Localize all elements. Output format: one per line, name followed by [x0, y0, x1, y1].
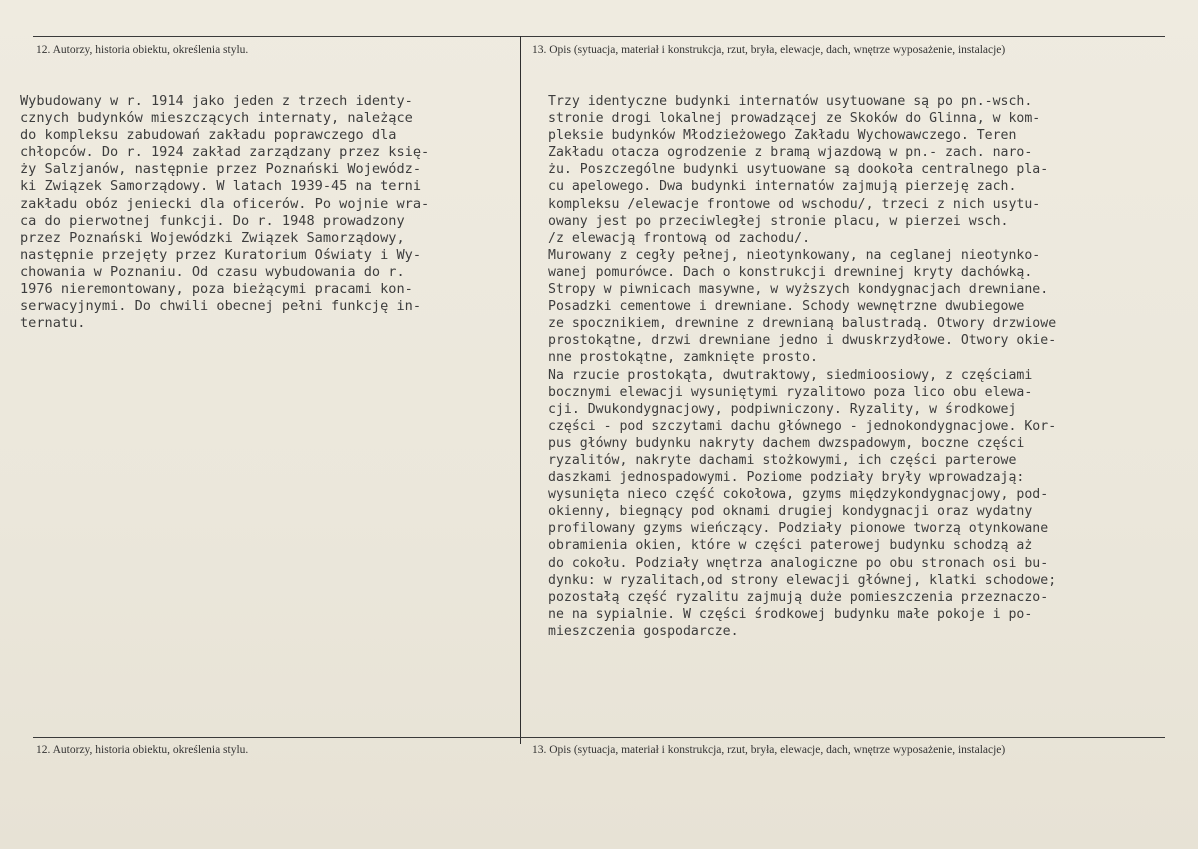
text-line: ze spocznikiem, drewnine z drewnianą balustradą. Otwory drzwiowe [548, 316, 1057, 332]
text-line: Na rzucie prostokąta, dwutraktowy, siedmioosiowy, z częściami [548, 367, 1033, 383]
text-line: owany jest po przeciwległej stronie placu, w pierzei wsch. [548, 213, 1009, 229]
text-line: Wybudowany w r. 1914 jako jeden z trzech identy- [20, 93, 413, 109]
text-line: ki Związek Samorządowy. W latach 1939-45 na terni [20, 178, 422, 195]
column-divider [520, 36, 521, 744]
text-line: ca do pierwotnej funkcji. Do r. 1948 prowadzony [20, 212, 405, 229]
text-line: ternatu. [20, 315, 86, 332]
text-line: cznych budynków mieszczących internaty, należące [20, 110, 413, 127]
text-line: stronie drogi lokalnej prowadzącej ze Skoków do Glinna, w kom- [548, 111, 1041, 127]
section-13-footer: 13. Opis (sytuacja, materiał i konstrukcja, rzut, bryła, elewacje, dach, wnętrze wyposażenie, instalacje) [532, 744, 1006, 756]
text-line: profilowany gzyms wieńczący. Podziały pionowe tworzą otynkowane [548, 521, 1049, 537]
text-line: Murowany z cegły pełnej, nieotynkowany, na ceglanej nieotynko- [548, 247, 1041, 263]
text-line: do cokołu. Podziały wnętrza analogiczne po obu stronach osi bu- [548, 555, 1049, 571]
text-line: ży Salzjanów, następnie przez Poznański Wojewódz- [20, 161, 422, 178]
text-line: dynku: w ryzalitach,od strony elewacji głównej, klatki schodowe; [548, 572, 1057, 588]
text-line: daszkami jednospadowymi. Poziome podziały bryły wprowadzają: [548, 470, 1025, 486]
text-line: żu. Poszczególne budynki usytuowane są dookoła centralnego pla- [548, 162, 1049, 178]
text-line: do kompleksu zabudowań zakładu poprawczego dla [20, 127, 397, 144]
text-line: pleksie budynków Młodzieżowego Zakładu Wychowawczego. Teren [548, 128, 1017, 144]
text-line: /z elewacją frontową od zachodu/. [548, 230, 811, 246]
top-rule [33, 36, 1165, 37]
text-line: mieszczenia gospodarcze. [548, 623, 739, 639]
text-line: wysunięta nieco część cokołowa, gzyms międzykondygnacjowy, pod- [548, 487, 1049, 503]
text-line: prostokątne, drzwi drewniane jedno i dwuskrzydłowe. Otwory okie- [548, 333, 1057, 349]
text-line: cji. Dwukondygnacjowy, podpiwniczony. Ryzality, w środkowej [548, 401, 1017, 417]
bottom-rule [33, 737, 1165, 738]
text-line: pozostałą część ryzalitu zajmują duże pomieszczenia przeznaczo- [548, 589, 1049, 605]
text-line: zakładu obóz jeniecki dla oficerów. Po wojnie wra- [20, 195, 430, 212]
text-line: obramienia okien, które w części paterowej budynku schodzą aż [548, 538, 1033, 554]
text-line: chłopców. Do r. 1924 zakład zarządzany przez księ- [20, 144, 430, 161]
description-text [548, 93, 1193, 640]
history-text [20, 93, 520, 332]
text-line: Zakładu otacza ogrodzenie z bramą wjazdową w pn.- zach. naro- [548, 145, 1033, 161]
section-13-header: 13. Opis (sytuacja, materiał i konstrukcja, rzut, bryła, elewacje, dach, wnętrze wyposażenie, instalacje) [532, 44, 1006, 56]
text-line: ne na sypialnie. W części środkowej budynku małe pokoje i po- [548, 606, 1033, 622]
text-line: chowania w Poznaniu. Od czasu wybudowania do r. [20, 263, 405, 280]
text-line: 1976 nieremontowany, poza bieżącymi pracami kon- [20, 281, 413, 298]
text-line: części - pod szczytami dachu głównego - jednokondygnacjowe. Kor- [548, 418, 1057, 434]
section-12-header: 12. Autorzy, historia obiektu, określenia stylu. [36, 44, 249, 56]
text-line: wanej pomurówce. Dach o konstrukcji drewninej kryty dachówką. [548, 264, 1033, 280]
text-line: bocznymi elewacji wysuniętymi ryzalitowo poza lico obu elewa- [548, 384, 1033, 400]
text-line: Stropy w piwnicach masywne, w wyższych kondygnacjach drewniane. [548, 282, 1049, 298]
section-12-footer: 12. Autorzy, historia obiektu, określenia stylu. [36, 744, 249, 756]
text-line: następnie przejęty przez Kuratorium Oświaty i Wy- [20, 246, 422, 263]
text-line: pus główny budynku nakryty dachem dwzspadowym, boczne części [548, 435, 1025, 451]
text-line: serwacyjnymi. Do chwili obecnej pełni funkcję in- [20, 298, 422, 315]
text-line: kompleksu /elewacje frontowe od wschodu/, trzeci z nich usytu- [548, 196, 1041, 212]
text-line: Posadzki cementowe i drewniane. Schody wewnętrzne dwubiegowe [548, 299, 1025, 315]
text-line: przez Poznański Wojewódzki Związek Samorządowy, [20, 229, 405, 246]
text-line: okienny, biegnący pod oknami drugiej kondygnacji oraz wydatny [548, 504, 1033, 520]
text-line: ryzalitów, nakryte dachami stożkowymi, ich części parterowe [548, 452, 1017, 468]
text-line: nne prostokątne, zamknięte prosto. [548, 350, 818, 366]
text-line: Trzy identyczne budynki internatów usytuowane są po pn.-wsch. [548, 94, 1033, 109]
text-line: cu apelowego. Dwa budynki internatów zajmują pierzeję zach. [548, 179, 1017, 195]
